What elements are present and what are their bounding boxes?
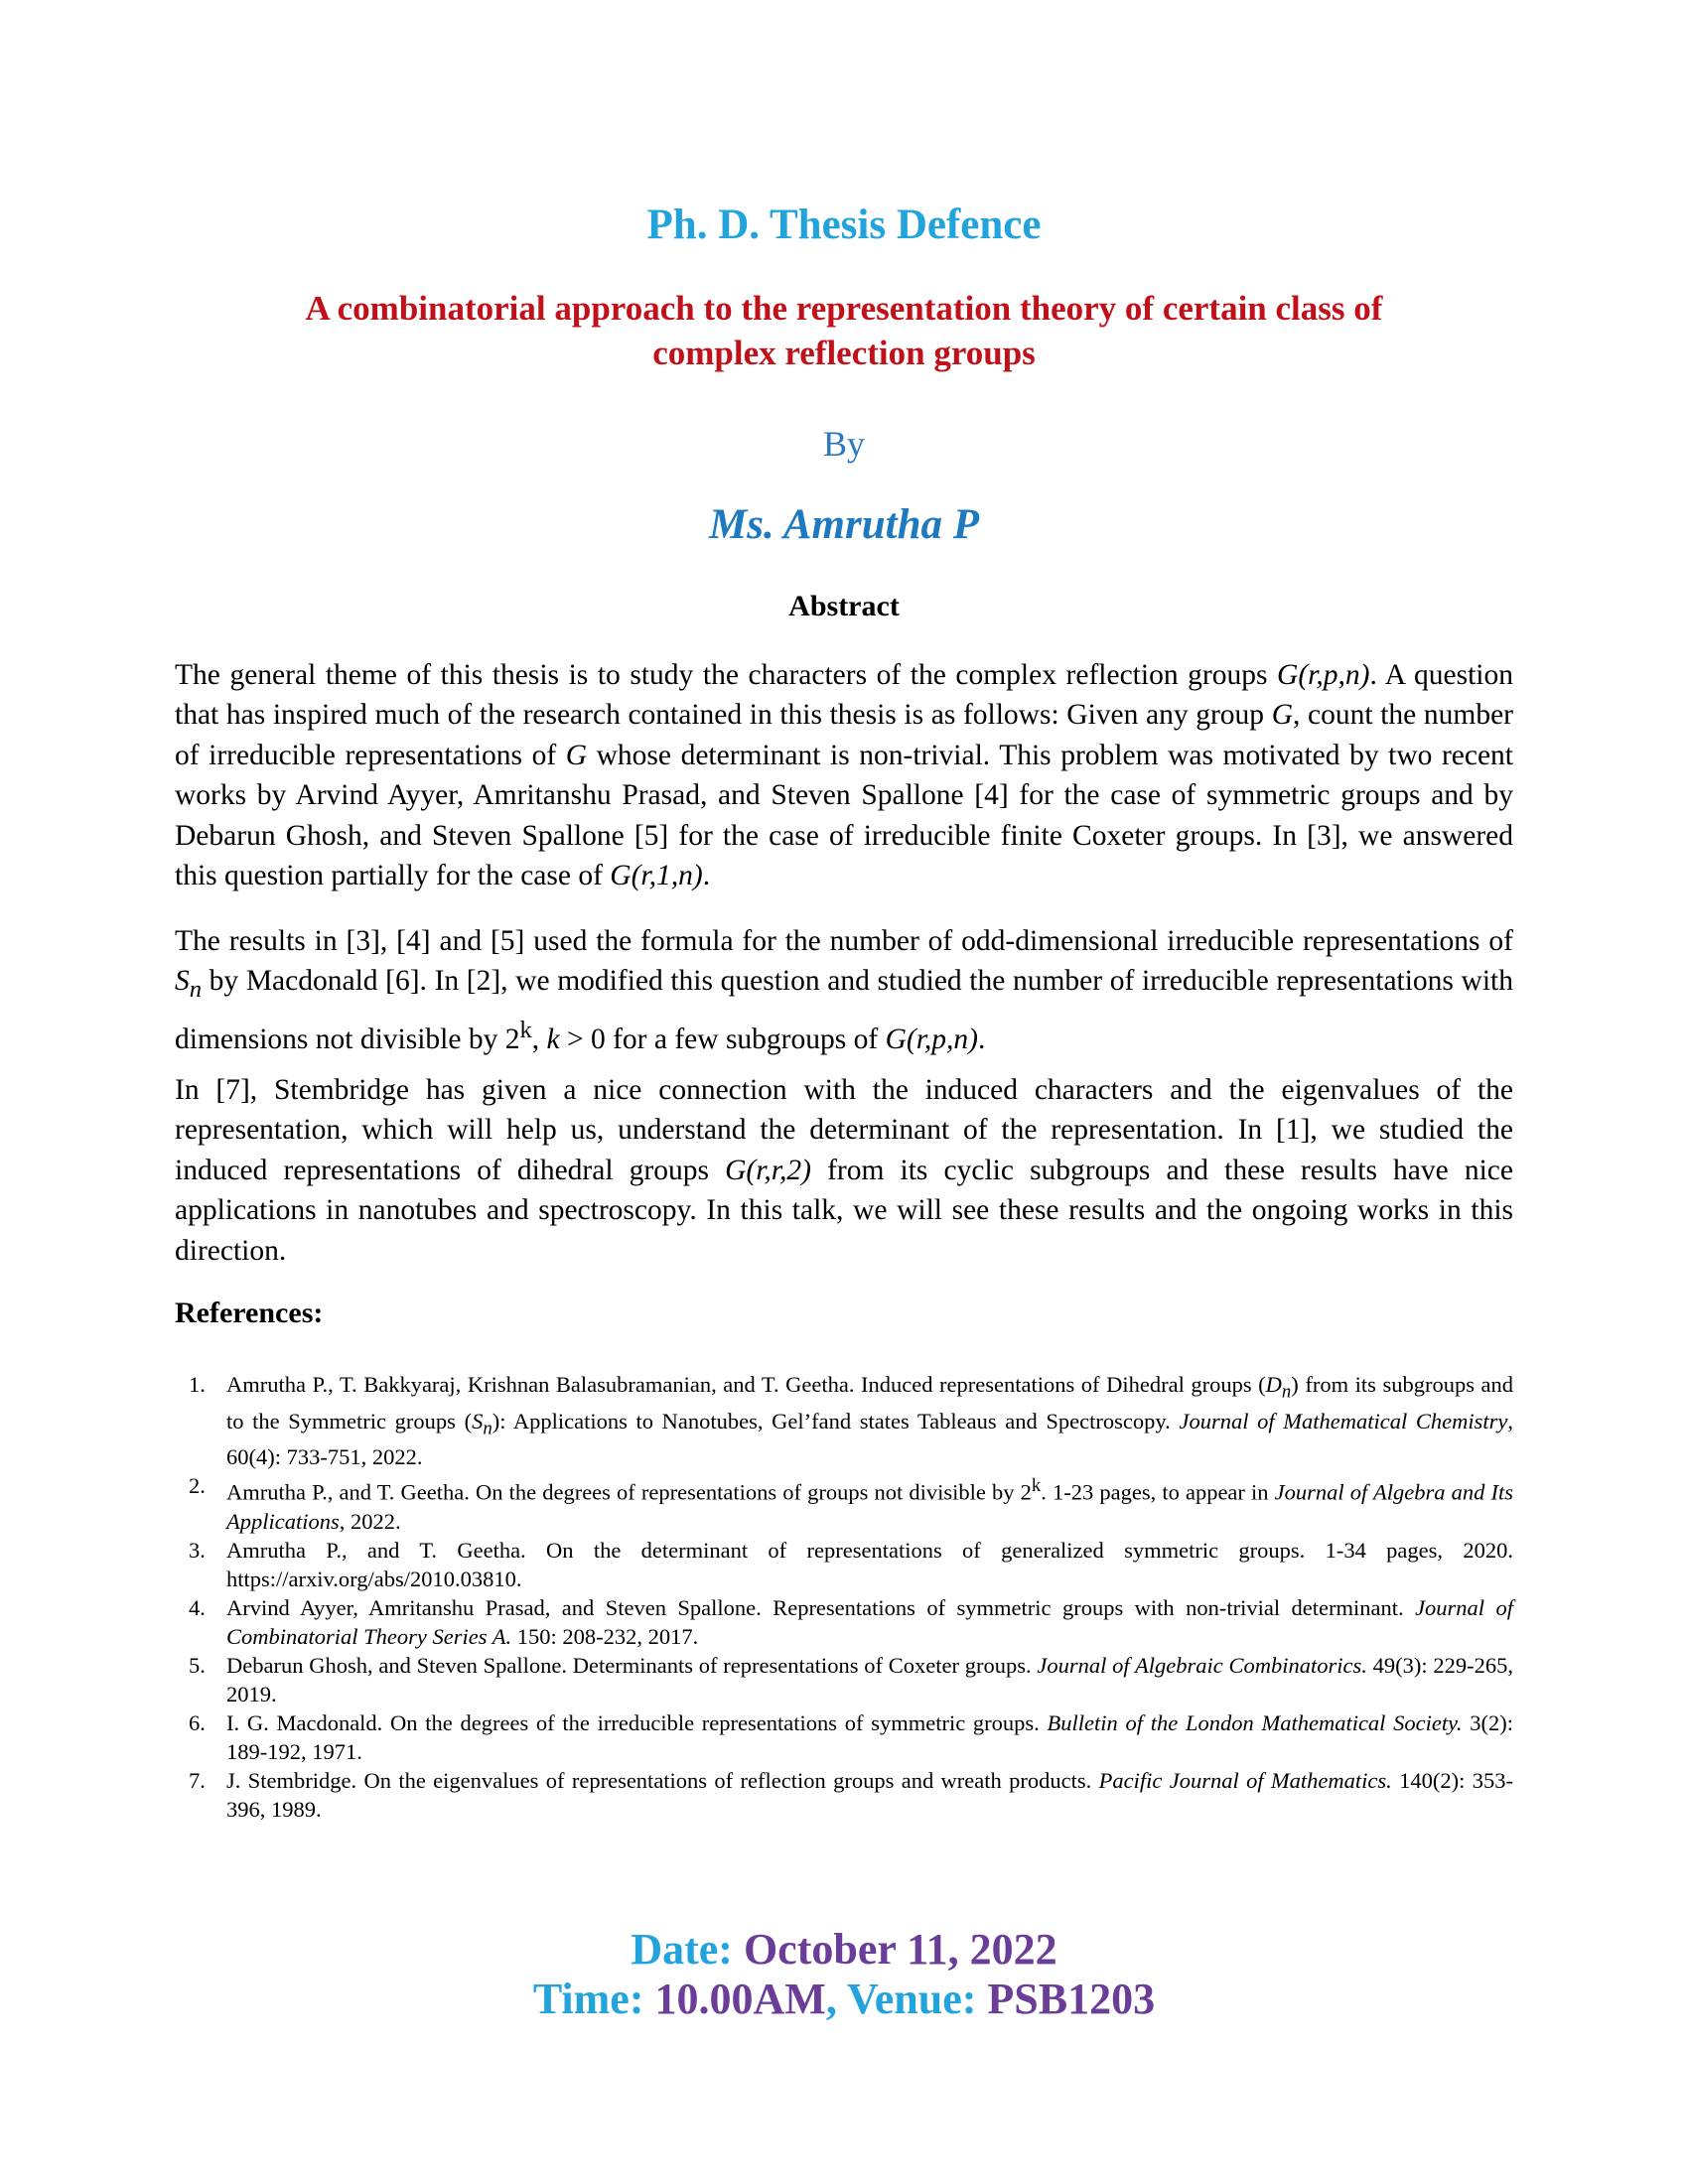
reference-item: 6. I. G. Macdonald. On the degrees of the irreducible representations of symmetric groups. Bulletin of the London Mathematical Society. 3(2): 189-192, 1971. [189,1709,1514,1764]
abstract-paragraph-3: In [7], Stembridge has given a nice connection with the induced characters and the eigenvalues of the representation, which will help us, understand the determinant of the representation. In [1], we studied the induced representations of dihedral groups G(r,r,2) from its cyclic subgroups and these results have nice applications in nanotubes and spectroscopy. In this talk, we will see these results and the ongoing works in this direction. [175,1074,1513,1267]
reference-item: 1. Amrutha P., T. Bakkyaraj, Krishnan Balasubramanian, and T. Geetha. Induced representations of Dihedral groups $(D_n)$ from its subgroups and to the Symmetric groups $(S_n)$: Applications to Nanotubes, Gel’fand states Tableaus and Spectroscopy. Journal of Mathematical Chemistry, 60(4): 733-751, 2022. [189,1372,1513,1469]
event-date: Date: October 11, 2022 [631,1925,1057,1974]
event-time-venue: Time: 10.00AM, Venue: PSB1203 [532,1975,1156,2023]
reference-item: 3. Amrutha P., and T. Geetha. On the determinant of representations of generalized symmetric groups. 1-34 pages, 2020. https://arxiv.org/abs/2010.03810. [189,1537,1513,1591]
reference-list [175,1370,1513,1824]
page-title: Ph. D. Thesis Defence [646,202,1042,248]
reference-item: 5. Debarun Ghosh, and Steven Spallone. Determinants of representations of Coxeter groups. Journal of Algebraic Combinatorics. 49(3): 229-265, 2019. [189,1652,1513,1706]
author-name: Ms. Amrutha P [708,501,980,548]
reference-item: 7. J. Stembridge. On the eigenvalues of representations of reflection groups and wreath products. Pacific Journal of Mathematics. 140(2): 353-396, 1989. [189,1767,1514,1822]
thesis-title [228,286,1460,375]
references-heading: References: [175,1297,324,1329]
thesis-title-line1: A combinatorial approach to the representation theory of certain class of [305,289,1383,328]
thesis-title-line2: complex reflection groups [652,334,1036,372]
reference-item: 4. Arvind Ayyer, Amritanshu Prasad, and Steven Spallone. Representations of symmetric groups with non-trivial determinant. Journal of Combinatorial Theory Series A. 150: 208-232, 2017. [189,1594,1514,1649]
by-label: By [822,424,865,464]
abstract-heading: Abstract [788,590,900,622]
abstract-paragraph-2: The results in [3], [4] and [5] used the formula for the number of odd-dimensional irreducible representations of $S_n$ by Macdonald [6]. In [2], we modified this question and studied the number of irreducible representations with dimensions not divisible by 2$^k$, k > 0 for a few subgroups of G(r,p,n). [175,925,1513,1055]
reference-item: 2. Amrutha P., and T. Geetha. On the degrees of representations of groups not divisible by 2$^k$. 1-23 pages, to appear in Journal of Algebra and Its Applications, 2022. [189,1473,1513,1534]
abstract-paragraph-1: The general theme of this thesis is to study the characters of the complex reflection groups G(r,p,n). A question that has inspired much of the research contained in this thesis is as follows: Given any group G, count the number of irreducible representations of G whose determinant is non-trivial. This problem was motivated by two recent works by Arvind Ayyer, Amritanshu Prasad, and Steven Spallone [4] for the case of symmetric groups and by Debarun Ghosh, and Steven Spallone [5] for the case of irreducible finite Coxeter groups. In [3], we answered this question partially for the case of G(r,1,n). [175,659,1513,892]
